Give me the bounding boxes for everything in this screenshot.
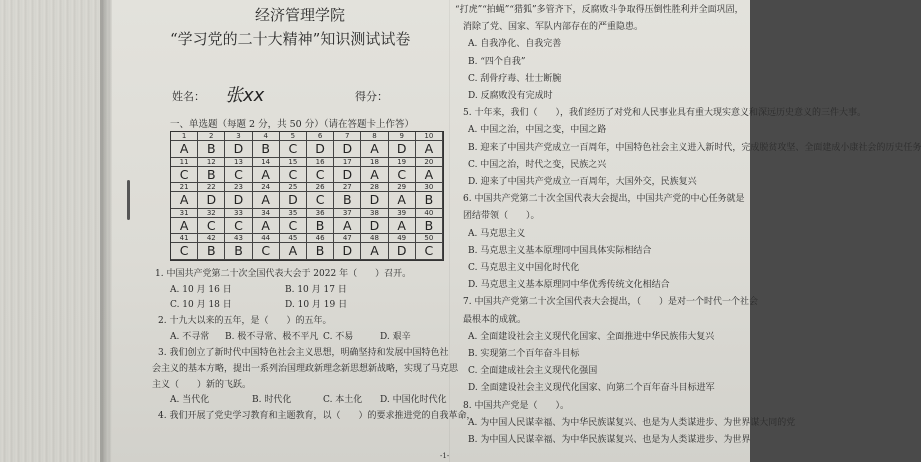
answer-cell: C [280, 141, 307, 158]
answer-cell: A [389, 192, 416, 209]
question-number-cell: 20 [416, 158, 443, 167]
answer-cell: D [280, 192, 307, 209]
answer-cell: B [253, 141, 280, 158]
question-number-cell: 6 [307, 132, 334, 141]
question-number-cell: 25 [280, 183, 307, 192]
option-line: B. 实现第二个百年奋斗目标 [468, 349, 580, 359]
question-number-cell: 46 [307, 234, 334, 243]
question-number-cell: 15 [280, 158, 307, 167]
answer-cell: A [253, 167, 280, 184]
answer-cell: C [225, 218, 252, 235]
question-number-cell: 37 [334, 209, 361, 218]
question-number-cell: 40 [416, 209, 443, 218]
question-line: 7. 中国共产党第二十次全国代表大会提出，（ ）是对一个时代一个社会 [463, 297, 758, 308]
answer-cell: D [225, 141, 252, 158]
answer-cell: A [389, 218, 416, 235]
option-line: C. 刮骨疗毒、壮士断腕 [468, 73, 562, 84]
answer-cell: C [171, 167, 198, 184]
answer-cell: B [225, 243, 252, 260]
option-line: B. 马克思主义基本原理同中国具体实际相结合 [468, 245, 652, 256]
answer-cell: A [361, 243, 388, 260]
question-number-cell: 5 [280, 132, 307, 141]
option-line: D. 反腐败没有完成时 [468, 91, 553, 101]
answer-cell: D [307, 141, 334, 158]
answer-cell: B [198, 167, 225, 184]
question-number-cell: 21 [171, 183, 198, 192]
answer-cell: C [253, 243, 280, 260]
binding-mark [127, 180, 130, 220]
question-line: 消除了党、国家、军队内部存在的严重隐患。 [463, 22, 644, 33]
question-line: D. 艰辛 [380, 332, 411, 342]
option-line: B. 迎来了中国共产党成立一百周年，中国特色社会主义进入新时代，完成脱贫攻坚、全面建成小康社会的历史任务 [468, 142, 921, 153]
column-divider [449, 0, 450, 462]
question-number-cell: 18 [361, 158, 388, 167]
question-line: B. 时代化 [252, 395, 292, 405]
question-text: 2. 十九大以来的五年，是（ ）的五年。 [158, 316, 332, 326]
question-number-cell: 17 [334, 158, 361, 167]
question-line: C. 本土化 [323, 395, 363, 405]
answer-cell: D [389, 141, 416, 158]
question-line: A. 不寻常 [170, 332, 210, 342]
exam-title: “学习党的二十大精神”知识测试试卷 [170, 30, 411, 48]
question-line: B. 10 月 17 日 [285, 285, 347, 295]
question-text: 1. 中国共产党第二十次全国代表大会于 2022 年（ ）召开。 [155, 269, 412, 279]
answer-cell: C [389, 167, 416, 184]
question-number-cell: 36 [307, 209, 334, 218]
question-number-cell: 27 [334, 183, 361, 192]
question-number-cell: 12 [198, 158, 225, 167]
answer-cell: A [171, 218, 198, 235]
question-number-cell: 34 [253, 209, 280, 218]
question-number-cell: 50 [416, 234, 443, 243]
name-label: 姓名： [172, 90, 205, 103]
page-shadow [100, 0, 112, 462]
question-number-cell: 38 [361, 209, 388, 218]
answer-cell: A [253, 192, 280, 209]
answer-cell: B [198, 141, 225, 158]
question-line: 6. 中国共产党第二十次全国代表大会提出，中国共产党的中心任务就是 [463, 194, 745, 205]
school-title: 经济管理学院 [255, 6, 346, 24]
answer-cell: D [389, 243, 416, 260]
question-line: D. 10 月 19 日 [285, 300, 348, 310]
question-number-cell: 44 [253, 234, 280, 243]
answer-cell: C [280, 218, 307, 235]
question-number-cell: 10 [416, 132, 443, 141]
question-number-cell: 16 [307, 158, 334, 167]
question-line: C. 10 月 18 日 [170, 300, 232, 310]
question-line: “打虎”“拍蝇”“猎狐”多管齐下，反腐败斗争取得压倒性胜利并全面巩固， [455, 5, 744, 15]
answer-cell: C [280, 167, 307, 184]
question-line: 主义（ ）新的飞跃。 [152, 380, 252, 390]
answer-cell: B [334, 192, 361, 209]
question-number-cell: 24 [253, 183, 280, 192]
question-number-cell: 3 [225, 132, 252, 141]
question-number-cell: 13 [225, 158, 252, 167]
option-line: D. 马克思主义基本原理同中华优秀传统文化相结合 [468, 280, 670, 291]
question-line: A. 10 月 16 日 [170, 285, 232, 295]
option-line: C. 全面建成社会主义现代化强国 [468, 366, 598, 377]
question-number-cell: 7 [334, 132, 361, 141]
question-number-cell: 28 [361, 183, 388, 192]
answer-cell: D [361, 218, 388, 235]
page-number: -1- [440, 452, 450, 460]
question-line: 会主义的基本方略，提出一系列治国理政新理念新思想新战略，实现了马克思 [152, 364, 459, 374]
question-line: 5. 十年来，我们（ ），我们经历了对党和人民事业具有重大现实意义和深远历史意义的三件大事。 [463, 108, 866, 119]
answer-cell: B [307, 243, 334, 260]
question-line: 8. 中国共产党是（ ）。 [463, 400, 569, 411]
option-line: B. 为中国人民谋幸福、为中华民族谋复兴、也是为人类谋进步、为世界 [468, 435, 751, 445]
answer-cell: A [253, 218, 280, 235]
answer-cell: D [334, 141, 361, 158]
question-number-cell: 35 [280, 209, 307, 218]
question-line: A. 当代化 [170, 395, 210, 405]
option-line: A. 中国之治，中国之变，中国之路 [468, 125, 607, 136]
answer-cell: A [334, 218, 361, 235]
answer-cell: D [225, 192, 252, 209]
question-number-cell: 33 [225, 209, 252, 218]
question-number-cell: 9 [389, 132, 416, 141]
question-text: 4. 我们开展了党史学习教育和主题教育，以（ ）的要求推进党的自我革命， [158, 411, 476, 421]
question-number-cell: 29 [389, 183, 416, 192]
question-number-cell: 32 [198, 209, 225, 218]
answer-cell: A [171, 141, 198, 158]
answer-cell: D [334, 243, 361, 260]
answer-cell: C [198, 218, 225, 235]
question-line: D. 中国化时代化 [380, 395, 447, 405]
question-number-cell: 22 [198, 183, 225, 192]
option-line: A. 全面建设社会主义现代化国家、全面推进中华民族伟大复兴 [468, 331, 715, 342]
answer-cell: C [225, 167, 252, 184]
question-number-cell: 23 [225, 183, 252, 192]
answer-cell: B [416, 192, 443, 209]
answer-cell: C [416, 243, 443, 260]
handwritten-name: 张xx [225, 85, 265, 106]
score-label: 得分： [355, 90, 388, 103]
question-number-cell: 45 [280, 234, 307, 243]
option-line: A. 为中国人民谋幸福、为中华民族谋复兴、也是为人类谋进步、为世界谋大同的党 [468, 417, 796, 428]
option-line: D. 迎来了中国共产党成立一百周年，大国外交，民族复兴 [468, 177, 697, 187]
question-number-cell: 41 [171, 234, 198, 243]
question-number-cell: 11 [171, 158, 198, 167]
answer-cell: A [416, 167, 443, 184]
answer-cell: A [416, 141, 443, 158]
option-line: D. 全面建设社会主义现代化国家、向第二个百年奋斗目标进军 [468, 383, 715, 394]
answer-cell: C [307, 192, 334, 209]
answer-cell: B [416, 218, 443, 235]
question-number-cell: 19 [389, 158, 416, 167]
question-text: 3. 我们创立了新时代中国特色社会主义思想，明确坚持和发展中国特色社 [158, 348, 449, 358]
answer-cell: A [361, 141, 388, 158]
answer-cell: D [361, 192, 388, 209]
question-line: C. 不易 [323, 332, 354, 342]
question-number-cell: 14 [253, 158, 280, 167]
option-line: A. 自我净化、自我完善 [468, 39, 562, 50]
question-number-cell: 39 [389, 209, 416, 218]
question-line: B. 极不寻常、极不平凡 [225, 332, 319, 342]
answer-cell: B [198, 243, 225, 260]
question-number-cell: 48 [361, 234, 388, 243]
question-number-cell: 26 [307, 183, 334, 192]
question-number-cell: 8 [361, 132, 388, 141]
answer-cell: A [171, 192, 198, 209]
answer-cell: A [361, 167, 388, 184]
answer-cell: A [280, 243, 307, 260]
answer-cell: D [198, 192, 225, 209]
question-line: 团结带领（ ）。 [463, 211, 540, 222]
option-line: B. “四个自我” [468, 56, 526, 67]
answer-cell: B [307, 218, 334, 235]
answer-cell: C [171, 243, 198, 260]
question-number-cell: 47 [334, 234, 361, 243]
question-number-cell: 2 [198, 132, 225, 141]
question-number-cell: 4 [253, 132, 280, 141]
question-number-cell: 49 [389, 234, 416, 243]
section-heading: 一、单选题（每题 2 分，共 50 分）（请在答题卡上作答） [170, 119, 414, 130]
answer-cell: D [334, 167, 361, 184]
option-line: A. 马克思主义 [468, 228, 526, 239]
option-line: C. 马克思主义中国化时代化 [468, 263, 580, 273]
question-number-cell: 42 [198, 234, 225, 243]
answer-sheet-grid [170, 131, 444, 261]
question-line: 最根本的成就。 [463, 314, 527, 325]
answer-cell: C [307, 167, 334, 184]
question-number-cell: 30 [416, 183, 443, 192]
question-number-cell: 43 [225, 234, 252, 243]
question-number-cell: 1 [171, 132, 198, 141]
stacked-page-edges [0, 0, 112, 462]
option-line: C. 中国之治，时代之变，民族之兴 [468, 159, 607, 170]
question-number-cell: 31 [171, 209, 198, 218]
